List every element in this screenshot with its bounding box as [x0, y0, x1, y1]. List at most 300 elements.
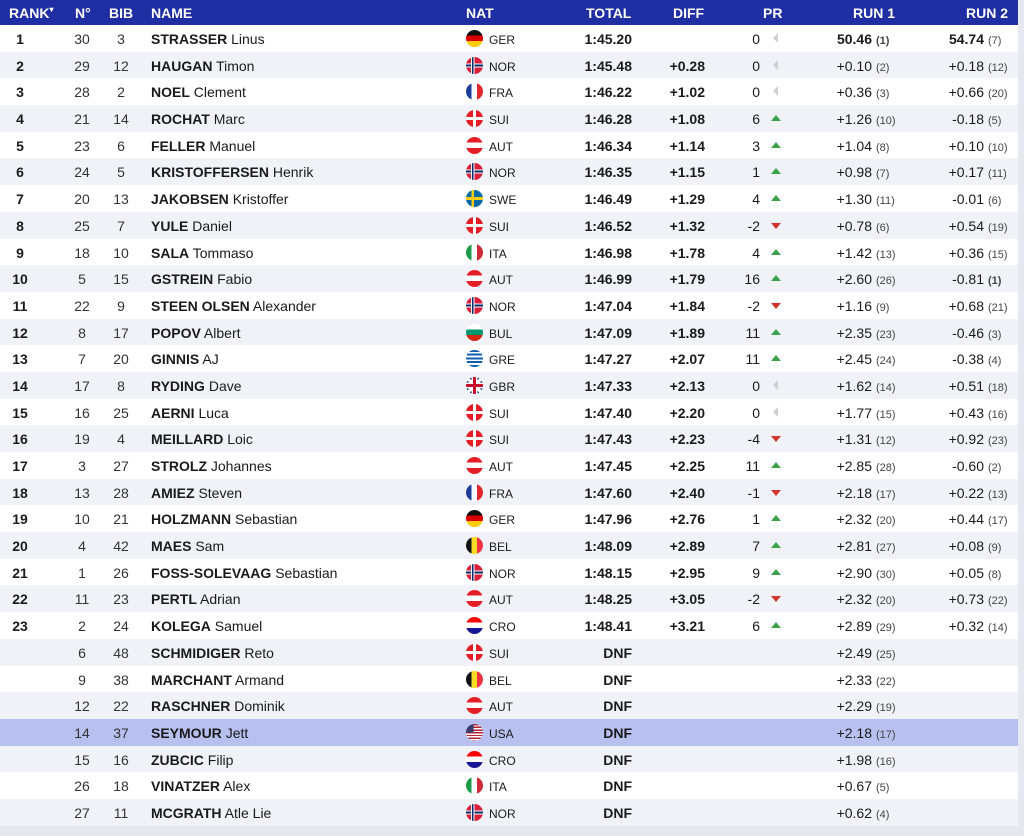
table-row[interactable]	[0, 612, 1018, 639]
sui-flag-icon	[466, 430, 483, 447]
run1-position: (3)	[876, 88, 890, 101]
run2-time: +0.10	[948, 137, 984, 154]
athlete-name[interactable]	[151, 164, 313, 180]
run2-position: (18)	[988, 381, 1008, 394]
table-row[interactable]	[0, 799, 1018, 826]
position-change: 9	[752, 564, 760, 581]
run1-position: (22)	[876, 675, 896, 688]
nation-code: SUI	[489, 433, 510, 448]
run1-position: (5)	[876, 782, 890, 795]
rank-cell: 5	[16, 137, 24, 154]
position-change: -4	[747, 431, 760, 448]
total-time: DNF	[603, 671, 632, 688]
athlete-name[interactable]	[151, 565, 337, 581]
nation-code: AUT	[489, 593, 513, 608]
total-time: DNF	[603, 804, 632, 821]
arrow-down-icon	[771, 436, 781, 442]
athlete-last-name: MCGRATH	[151, 804, 222, 821]
table-row[interactable]	[0, 52, 1018, 79]
athlete-last-name: MEILLARD	[151, 431, 224, 448]
table-row[interactable]	[0, 559, 1018, 586]
position-change: 16	[744, 271, 760, 288]
run1-time: +2.18	[836, 484, 872, 501]
position-change: -2	[747, 591, 760, 608]
table-row[interactable]	[0, 719, 1018, 746]
table-row[interactable]	[0, 692, 1018, 719]
table-row[interactable]	[0, 532, 1018, 559]
bib-cell: 6	[117, 137, 125, 154]
athlete-first-name: Clement	[193, 84, 246, 101]
run2-time: 54.74	[948, 31, 984, 47]
nation-code: NOR	[489, 59, 516, 74]
aut-flag-icon	[466, 697, 483, 714]
run1-position: (2)	[876, 61, 890, 74]
run1-position: (29)	[876, 622, 896, 635]
athlete-name[interactable]	[151, 431, 253, 447]
start-number-cell: 5	[78, 271, 86, 288]
bib-cell: 48	[113, 644, 129, 661]
athlete-name[interactable]	[151, 191, 288, 207]
run2-position: (12)	[988, 61, 1008, 74]
run2-position: (13)	[988, 488, 1008, 501]
table-row[interactable]	[0, 505, 1018, 532]
table-row[interactable]	[0, 399, 1018, 426]
nation-code: SUI	[489, 646, 510, 661]
table-row[interactable]	[0, 746, 1018, 773]
run1-position: (14)	[876, 381, 896, 394]
run1-position: (30)	[876, 568, 896, 581]
run2-position: (23)	[988, 435, 1008, 448]
total-time: 1:47.45	[584, 458, 632, 474]
athlete-name[interactable]	[151, 778, 250, 794]
total-time: 1:45.48	[584, 57, 632, 74]
rank-cell: 15	[12, 404, 28, 421]
rank-cell: 11	[12, 297, 28, 314]
position-change: -2	[747, 297, 760, 314]
athlete-first-name: Daniel	[192, 217, 232, 234]
header-run2[interactable]: RUN 2	[966, 5, 1009, 21]
total-time: 1:47.43	[584, 431, 632, 448]
position-change: 0	[752, 84, 760, 101]
time-difference: +1.32	[669, 217, 705, 234]
position-change: 1	[752, 511, 760, 528]
rank-cell: 4	[16, 111, 24, 128]
start-number-cell: 3	[78, 458, 86, 474]
athlete-first-name: Manuel	[209, 137, 256, 154]
table-row[interactable]	[0, 132, 1018, 159]
nation-code: ITA	[489, 246, 507, 261]
athlete-name[interactable]	[151, 218, 232, 234]
time-difference: +2.07	[669, 351, 705, 368]
athlete-first-name: Alex	[223, 778, 251, 795]
run1-position: (4)	[876, 808, 890, 821]
run1-time: +2.85	[836, 458, 872, 474]
time-difference: +1.02	[669, 84, 705, 101]
run2-time: -0.38	[952, 351, 984, 368]
table-row[interactable]	[0, 372, 1018, 399]
table-row[interactable]	[0, 639, 1018, 666]
athlete-name[interactable]	[151, 298, 316, 314]
bib-cell: 14	[113, 111, 129, 128]
athlete-first-name: Steven	[198, 484, 243, 501]
rank-cell: 7	[16, 191, 24, 208]
arrow-left-icon	[773, 33, 778, 43]
bib-cell: 5	[117, 164, 125, 181]
table-body	[0, 25, 1018, 826]
rank-cell: 18	[12, 484, 28, 501]
cro-flag-icon	[466, 751, 483, 768]
nation-code: BEL	[489, 540, 512, 555]
arrow-down-icon	[771, 223, 781, 229]
athlete-name[interactable]	[151, 458, 272, 474]
time-difference: +1.08	[669, 111, 705, 128]
run1-time: +2.35	[836, 324, 872, 341]
run1-time: +1.77	[836, 404, 872, 421]
total-time: 1:46.98	[584, 244, 632, 261]
table-row[interactable]	[0, 158, 1018, 185]
total-time: 1:47.40	[584, 404, 632, 421]
run2-time: +0.73	[948, 591, 984, 608]
position-change: 6	[752, 111, 760, 128]
start-number-cell: 11	[74, 591, 90, 608]
run1-time: +2.81	[836, 538, 872, 555]
bib-cell: 2	[117, 84, 125, 101]
header-total[interactable]: TOTAL	[586, 5, 632, 21]
arrow-up-icon	[771, 622, 781, 628]
run1-position: (28)	[876, 462, 896, 474]
sui-flag-icon	[466, 404, 483, 421]
position-change: 11	[745, 458, 760, 474]
athlete-name[interactable]	[151, 378, 242, 394]
start-number-cell: 17	[74, 377, 90, 394]
athlete-last-name: HAUGAN	[151, 57, 213, 74]
run2-position: (19)	[988, 221, 1008, 234]
header-rank[interactable]: RANK▾	[9, 5, 54, 21]
start-number-cell: 8	[78, 324, 86, 341]
header-pr[interactable]: PR	[763, 5, 783, 21]
athlete-name[interactable]	[151, 725, 248, 741]
athlete-last-name: GSTREIN	[151, 271, 214, 288]
header-num[interactable]: N°	[75, 5, 91, 21]
table-row[interactable]	[0, 666, 1018, 693]
bib-cell: 20	[113, 351, 129, 368]
athlete-first-name: Alexander	[252, 297, 316, 314]
run1-time: +1.30	[836, 191, 872, 208]
run1-position: (12)	[876, 435, 896, 448]
total-time: 1:46.28	[584, 111, 632, 128]
athlete-first-name: Tommaso	[192, 244, 254, 261]
table-row[interactable]	[0, 425, 1018, 452]
run2-position: (2)	[988, 462, 1002, 474]
athlete-first-name: Kristoffer	[232, 191, 289, 208]
athlete-name[interactable]	[151, 271, 252, 287]
header-name[interactable]: NAME	[151, 5, 193, 21]
athlete-name[interactable]	[151, 405, 229, 421]
nation-code: SWE	[489, 193, 517, 208]
arrow-up-icon	[771, 515, 781, 521]
start-number-cell: 20	[74, 191, 90, 208]
nation-code: ITA	[489, 780, 507, 795]
start-number-cell: 22	[74, 297, 90, 314]
run2-position: (17)	[988, 515, 1008, 528]
nor-flag-icon	[466, 297, 483, 314]
nation-code: SUI	[489, 406, 510, 421]
start-number-cell: 24	[74, 164, 90, 181]
run1-time: +1.16	[836, 297, 872, 314]
bib-cell: 15	[113, 271, 129, 288]
athlete-last-name: MARCHANT	[151, 671, 232, 688]
table-row[interactable]	[0, 319, 1018, 346]
position-change: 11	[745, 324, 760, 341]
nation-code: CRO	[489, 753, 516, 768]
athlete-name[interactable]	[151, 31, 265, 47]
athlete-name[interactable]	[151, 538, 224, 554]
bib-cell: 37	[113, 724, 129, 741]
start-number-cell: 19	[74, 431, 90, 448]
start-number-cell: 7	[78, 351, 86, 368]
run1-time: +2.32	[836, 591, 872, 608]
run1-position: (17)	[876, 488, 896, 501]
rank-cell: 2	[16, 57, 24, 74]
athlete-first-name: Marc	[213, 111, 245, 128]
table-row[interactable]	[0, 78, 1018, 105]
total-time: 1:46.52	[584, 217, 632, 234]
run1-position: (15)	[876, 408, 896, 421]
time-difference: +1.79	[669, 271, 705, 288]
table-row[interactable]	[0, 585, 1018, 612]
run2-position: (20)	[988, 88, 1008, 101]
total-time: DNF	[603, 751, 632, 768]
run2-position: (5)	[988, 115, 1002, 128]
total-time: 1:47.60	[584, 484, 632, 501]
athlete-first-name: Dave	[208, 377, 242, 394]
start-number-cell: 13	[74, 484, 90, 501]
run1-time: +2.45	[836, 351, 872, 368]
run2-time: -0.81	[952, 271, 984, 288]
athlete-name[interactable]	[151, 591, 240, 607]
athlete-first-name: Atle Lie	[224, 804, 272, 821]
bib-cell: 13	[113, 191, 129, 208]
total-time: 1:48.15	[584, 564, 632, 581]
start-number-cell: 6	[78, 644, 86, 661]
athlete-name[interactable]	[151, 805, 271, 821]
athlete-name[interactable]	[151, 672, 284, 688]
header-diff[interactable]: DIFF	[673, 5, 705, 21]
header-run1[interactable]: RUN 1	[853, 5, 896, 21]
run1-position: (8)	[876, 141, 890, 154]
table-row[interactable]	[0, 212, 1018, 239]
table-row[interactable]	[0, 452, 1018, 479]
run2-time: +0.22	[948, 484, 984, 501]
time-difference: +1.89	[669, 324, 705, 341]
position-change: -2	[747, 217, 760, 234]
run1-time: +1.26	[836, 111, 872, 128]
start-number-cell: 25	[74, 217, 90, 234]
athlete-last-name: AERNI	[151, 404, 195, 421]
bib-cell: 3	[117, 31, 125, 47]
athlete-last-name: VINATZER	[151, 778, 220, 795]
time-difference: +2.13	[669, 377, 705, 394]
rank-cell: 17	[12, 458, 28, 474]
nation-code: SUI	[489, 113, 510, 128]
table-row[interactable]	[0, 25, 1018, 52]
header-nat[interactable]: NAT	[466, 5, 494, 21]
total-time: 1:48.41	[584, 618, 632, 635]
run2-time: +0.43	[948, 404, 984, 421]
run2-time: +0.17	[948, 164, 984, 181]
start-number-cell: 12	[74, 698, 90, 715]
run2-position: (1)	[988, 275, 1002, 288]
run1-position: (20)	[876, 515, 896, 528]
athlete-name[interactable]	[151, 58, 254, 74]
rank-cell: 1	[16, 31, 24, 47]
nation-code: FRA	[489, 486, 513, 501]
nor-flag-icon	[466, 564, 483, 581]
table-row[interactable]	[0, 185, 1018, 212]
position-change: 0	[752, 57, 760, 74]
run2-time: -0.46	[952, 324, 984, 341]
run2-position: (10)	[988, 141, 1008, 154]
arrow-up-icon	[771, 249, 781, 255]
run2-time: +0.51	[948, 377, 984, 394]
run1-position: (19)	[876, 702, 896, 715]
position-change: 0	[752, 377, 760, 394]
run1-time: +0.62	[836, 804, 872, 821]
arrow-left-icon	[773, 86, 778, 96]
start-number-cell: 28	[74, 84, 90, 101]
time-difference: +1.14	[669, 137, 705, 154]
table-row[interactable]	[0, 239, 1018, 266]
athlete-name[interactable]	[151, 698, 285, 714]
arrow-up-icon	[771, 355, 781, 361]
run1-position: (9)	[876, 301, 890, 314]
time-difference: +3.21	[669, 618, 705, 635]
start-number-cell: 16	[74, 404, 90, 421]
athlete-name[interactable]	[151, 84, 246, 100]
athlete-name[interactable]	[151, 325, 241, 341]
athlete-name[interactable]	[151, 351, 219, 367]
run1-time: +2.89	[836, 618, 872, 635]
run2-position: (22)	[988, 595, 1008, 608]
athlete-first-name: Jett	[225, 724, 249, 741]
total-time: 1:46.99	[584, 271, 632, 288]
bib-cell: 8	[117, 377, 125, 394]
athlete-first-name: Sam	[195, 538, 225, 555]
athlete-name[interactable]	[151, 111, 245, 127]
run2-time: +0.92	[948, 431, 984, 448]
run2-time: +0.32	[948, 618, 984, 635]
start-number-cell: 23	[74, 137, 90, 154]
run2-position: (16)	[988, 408, 1008, 421]
nation-code: USA	[489, 726, 514, 741]
athlete-name[interactable]	[151, 645, 274, 661]
time-difference: +2.23	[669, 431, 705, 448]
athlete-name[interactable]	[151, 511, 297, 527]
arrow-up-icon	[771, 195, 781, 201]
total-time: 1:47.33	[584, 377, 632, 394]
run1-position: (10)	[876, 115, 896, 128]
athlete-last-name: SCHMIDIGER	[151, 644, 241, 661]
athlete-name[interactable]	[151, 752, 233, 768]
run1-time: 50.46	[836, 31, 872, 47]
header-bib[interactable]: BIB	[109, 5, 134, 21]
total-time: 1:45.20	[584, 31, 632, 47]
start-number-cell: 10	[74, 511, 90, 528]
position-change: 3	[752, 137, 760, 154]
athlete-first-name: Linus	[231, 31, 265, 47]
time-difference: +1.29	[669, 191, 705, 208]
usa-flag-icon	[466, 724, 483, 741]
time-difference: +1.78	[669, 244, 705, 261]
bel-flag-icon	[466, 671, 483, 688]
table-row[interactable]	[0, 479, 1018, 506]
ita-flag-icon	[466, 777, 483, 794]
total-time: 1:47.09	[584, 324, 632, 341]
athlete-name[interactable]	[151, 138, 255, 154]
athlete-name[interactable]	[151, 485, 242, 501]
run2-time: -0.60	[952, 458, 984, 474]
run1-time: +2.33	[836, 671, 872, 688]
athlete-first-name: Samuel	[214, 618, 263, 635]
bib-cell: 42	[113, 538, 129, 555]
run1-time: +0.36	[836, 84, 872, 101]
rank-cell: 14	[12, 377, 28, 394]
athlete-last-name: AMIEZ	[151, 484, 195, 501]
run1-position: (13)	[876, 248, 896, 261]
table-row[interactable]	[0, 345, 1018, 372]
table-row[interactable]	[0, 265, 1018, 292]
athlete-last-name: RASCHNER	[151, 698, 231, 715]
nation-code: BEL	[489, 673, 512, 688]
run1-time: +1.04	[836, 137, 872, 154]
athlete-name[interactable]	[151, 245, 253, 261]
run1-position: (24)	[876, 355, 896, 368]
run2-position: (15)	[988, 248, 1008, 261]
position-change: 6	[752, 618, 760, 635]
bib-cell: 9	[117, 297, 125, 314]
bib-cell: 4	[117, 431, 125, 448]
aut-flag-icon	[466, 270, 483, 287]
table-row[interactable]	[0, 105, 1018, 132]
time-difference: +2.25	[669, 458, 705, 474]
run1-position: (1)	[876, 35, 890, 47]
bib-cell: 28	[113, 484, 129, 501]
rank-cell: 13	[12, 351, 28, 368]
athlete-last-name: FOSS-SOLEVAAG	[151, 564, 272, 581]
table-row[interactable]	[0, 772, 1018, 799]
athlete-name[interactable]	[151, 618, 262, 634]
athlete-last-name: GINNIS	[151, 351, 200, 368]
swe-flag-icon	[466, 190, 483, 207]
total-time: 1:46.35	[584, 164, 632, 181]
bib-cell: 26	[113, 564, 129, 581]
sui-flag-icon	[466, 644, 483, 661]
nation-code: GRE	[489, 353, 516, 368]
position-change: 0	[752, 404, 760, 421]
run1-time: +2.29	[836, 698, 872, 715]
total-time: 1:46.49	[584, 191, 632, 208]
athlete-first-name: Sebastian	[275, 564, 338, 581]
run1-time: +0.67	[836, 778, 872, 795]
table-row[interactable]	[0, 292, 1018, 319]
athlete-first-name: Armand	[235, 671, 285, 688]
athlete-last-name: KRISTOFFERSEN	[151, 164, 269, 181]
sort-indicator-icon: ▾	[49, 5, 54, 14]
bib-cell: 7	[117, 217, 125, 234]
run1-time: +1.62	[836, 377, 872, 394]
time-difference: +1.84	[669, 297, 705, 314]
athlete-last-name: RYDING	[151, 377, 205, 394]
